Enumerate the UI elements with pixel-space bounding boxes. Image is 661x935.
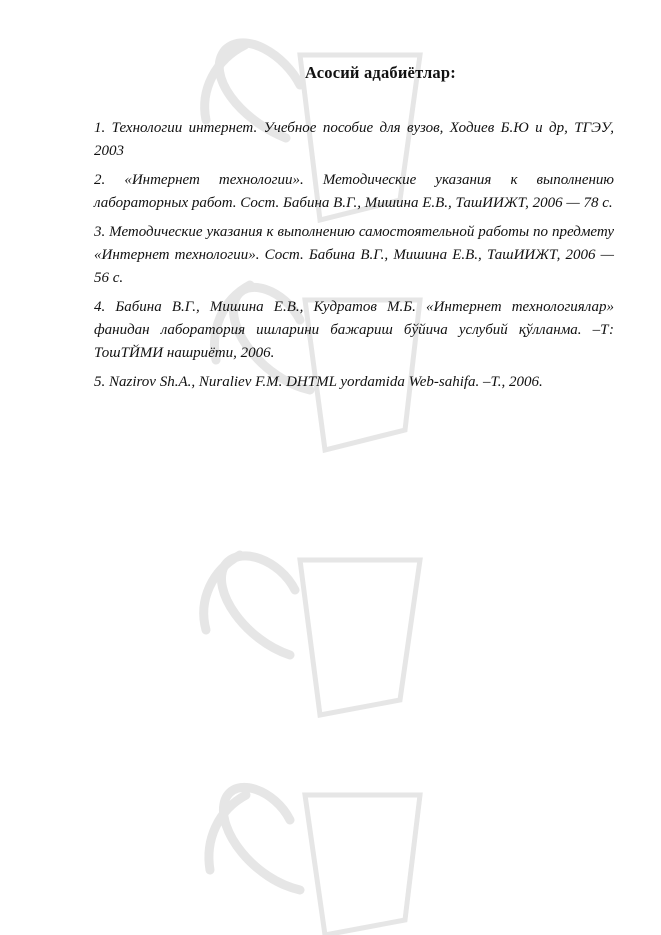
reference-item-4: 4. Бабина В.Г., Мишина Е.В., Кудратов М.Б. «Интернет технологиялар» фанидан лаборатория ишларини бажариш бўйича услубий қўлланма. –Т: ТошТЙМИ нашриёти, 2006.	[94, 299, 614, 361]
reference-list	[94, 117, 614, 400]
page-title	[0, 63, 661, 83]
reference-item-1: 1. Технологии интернет. Учебное пособие для вузов, Ходиев Б.Ю и др, ТГЭУ, 2003	[94, 120, 614, 159]
reference-item-3: 3. Методические указания к выполнению самостоятельной работы по предмету «Интернет технологии». Сост. Бабина В.Г., Мишина Е.В., ТашИИЖТ, 2006 — 56 с.	[94, 224, 614, 286]
reference-item-5: 5. Nazirov Sh.A., Nuraliev F.M. DHTML yordamida Web-sahifa. –T., 2006.	[94, 374, 543, 390]
heading-text: Асосий адабиётлар:	[305, 63, 456, 82]
reference-item-2: 2. «Интернет технологии». Методические указания к выполнению лабораторных работ. Сост. Бабина В.Г., Мишина Е.В., ТашИИЖТ, 2006 — 78 с.	[94, 172, 614, 211]
